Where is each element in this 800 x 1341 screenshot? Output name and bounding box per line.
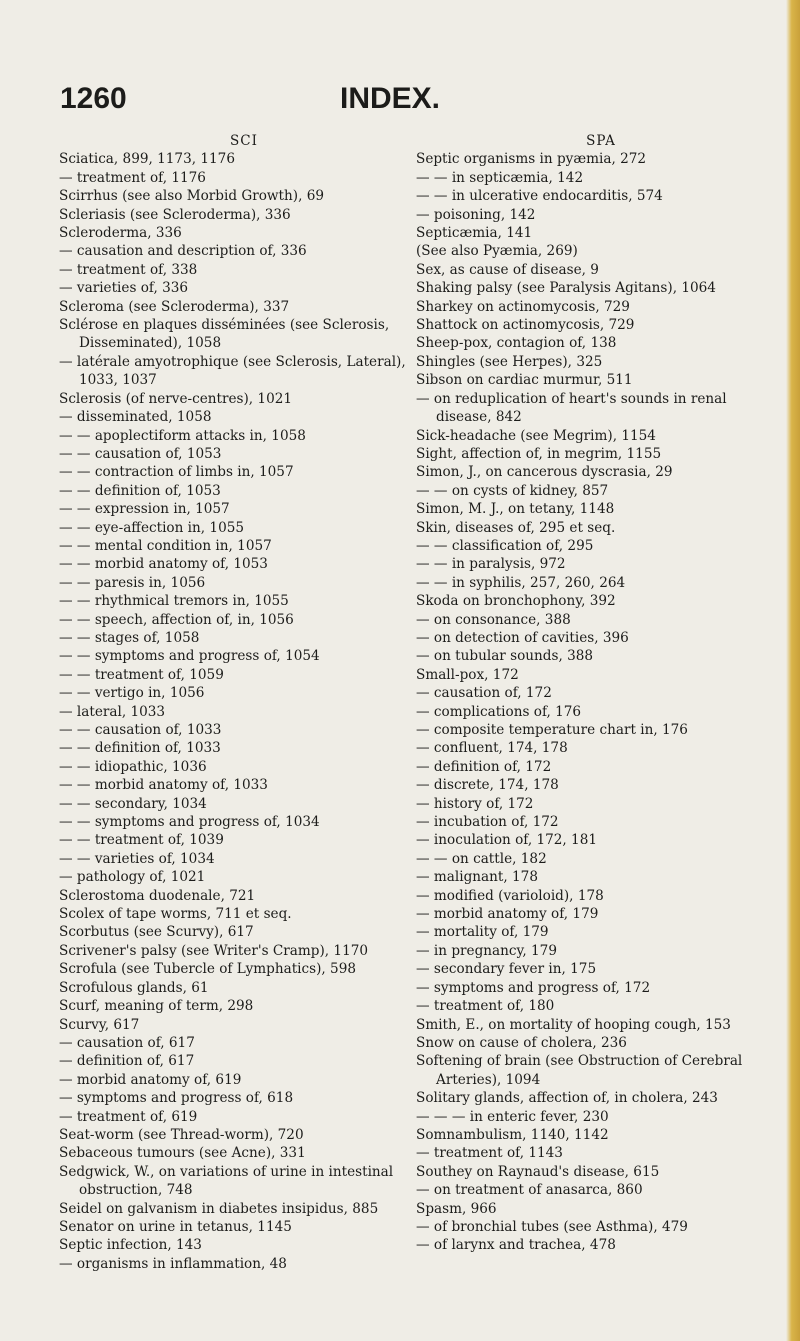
index-entry: — — on cattle, 182: [416, 850, 547, 867]
index-entry: — — definition of, 1053: [59, 482, 221, 499]
page-title: INDEX.: [340, 82, 441, 115]
index-entry: — — causation of, 1053: [59, 445, 222, 462]
index-entry: Seidel on galvanism in diabetes insipidus, 885: [59, 1200, 379, 1217]
index-entry: — organisms in inflammation, 48: [59, 1255, 287, 1272]
index-entry: — symptoms and progress of, 172: [416, 979, 651, 996]
index-entry: Sheep-pox, contagion of, 138: [416, 335, 617, 352]
index-entry: — — stages of, 1058: [59, 629, 200, 646]
index-entry: — history of, 172: [416, 795, 534, 812]
index-entry: — — vertigo in, 1056: [59, 685, 205, 702]
index-entry: — poisoning, 142: [416, 206, 536, 223]
index-entry: Sebaceous tumours (see Acne), 331: [59, 1145, 306, 1162]
index-entry: — — — in enteric fever, 230: [416, 1108, 609, 1125]
index-entry: — — secondary, 1034: [59, 795, 207, 812]
index-entry: — — in septicæmia, 142: [416, 169, 584, 186]
index-entry: — — rhythmical tremors in, 1055: [59, 593, 289, 610]
index-entry: — symptoms and progress of, 618: [59, 1090, 294, 1107]
index-entry: — — paresis in, 1056: [59, 574, 206, 591]
index-entry: — on detection of cavities, 396: [416, 629, 629, 646]
index-entry: — confluent, 174, 178: [416, 740, 568, 757]
left-column-header: SCI: [230, 133, 258, 149]
index-entry: Senator on urine in tetanus, 1145: [59, 1218, 292, 1235]
index-entry: — discrete, 174, 178: [416, 777, 559, 794]
index-entry: Scleroma (see Scleroderma), 337: [59, 298, 290, 315]
index-entry: — lateral, 1033: [59, 703, 166, 720]
index-entry: Skoda on bronchophony, 392: [416, 593, 616, 610]
index-entry: Scrofula (see Tubercle of Lymphatics), 598: [59, 961, 356, 978]
index-entry: Spasm, 966: [416, 1200, 497, 1217]
index-entry: — morbid anatomy of, 619: [59, 1071, 242, 1088]
index-entry: Septic infection, 143: [59, 1237, 202, 1254]
index-entry: — — in ulcerative endocarditis, 574: [416, 188, 663, 205]
right-column-header: SPA: [586, 133, 616, 149]
index-entry: — varieties of, 336: [59, 280, 189, 297]
index-entry: — — eye-affection in, 1055: [59, 519, 245, 536]
index-entry: — malignant, 178: [416, 869, 538, 886]
index-entry: — — causation of, 1033: [59, 722, 222, 738]
index-entry: — treatment of, 338: [59, 261, 198, 278]
index-entry: — — morbid anatomy of, 1053: [59, 556, 268, 573]
index-entry: — — symptoms and progress of, 1054: [59, 648, 320, 665]
index-entry: — — treatment of, 1039: [59, 832, 224, 849]
index-entry: — — in paralysis, 972: [416, 556, 566, 573]
index-entry: — — on cysts of kidney, 857: [416, 482, 609, 499]
index-entry: — on tubular sounds, 388: [416, 648, 594, 665]
index-entry: Snow on cause of cholera, 236: [416, 1034, 627, 1051]
index-entry: Sedgwick, W., on variations of urine in intestinal obstruction, 748: [59, 1163, 394, 1199]
right-entry-list: [416, 150, 786, 1254]
index-entry: — — mental condition in, 1057: [59, 537, 272, 554]
index-entry: Scleroderma, 336: [59, 225, 182, 242]
index-entry: — on reduplication of heart's sounds in renal disease, 842: [416, 390, 727, 426]
index-entry: Scrofulous glands, 61: [59, 979, 209, 996]
index-entry: Scleriasis (see Scleroderma), 336: [59, 206, 291, 223]
index-entry: — — in syphilis, 257, 260, 264: [416, 574, 626, 591]
index-entry: — causation of, 172: [416, 685, 552, 702]
index-entry: — causation of, 617: [59, 1034, 195, 1051]
index-entry: — — speech, affection of, in, 1056: [59, 611, 294, 628]
index-entry: — — apoplectiform attacks in, 1058: [59, 427, 306, 444]
left-entry-list: [59, 150, 429, 1273]
index-entry: Simon, J., on cancerous dyscrasia, 29: [416, 464, 673, 481]
index-entry: — — treatment of, 1059: [59, 666, 224, 683]
page-edge: [786, 0, 800, 1341]
index-entry: — — morbid anatomy of, 1033: [59, 777, 268, 794]
index-entry: — pathology of, 1021: [59, 869, 206, 886]
index-entry: (See also Pyæmia, 269): [416, 243, 578, 260]
index-entry: Shaking palsy (see Paralysis Agitans), 1064: [416, 280, 716, 297]
index-entry: Softening of brain (see Obstruction of Cerebral Arteries), 1094: [416, 1053, 743, 1088]
index-entry: — — symptoms and progress of, 1034: [59, 814, 320, 831]
index-entry: — secondary fever in, 175: [416, 961, 597, 978]
index-entry: — of bronchial tubes (see Asthma), 479: [416, 1218, 688, 1235]
index-entry: Skin, diseases of, 295 et seq.: [416, 519, 616, 536]
index-entry: — mortality of, 179: [416, 924, 549, 941]
index-entry: — modified (varioloid), 178: [416, 887, 604, 904]
right-column: [416, 132, 786, 1255]
index-entry: — — varieties of, 1034: [59, 850, 215, 867]
index-entry: — treatment of, 180: [416, 998, 555, 1015]
page-header: [0, 82, 800, 122]
index-entry: Sibson on cardiac murmur, 511: [416, 372, 633, 389]
index-entry: — treatment of, 619: [59, 1108, 198, 1125]
index-entry: — — definition of, 1033: [59, 740, 221, 757]
index-entry: Somnambulism, 1140, 1142: [416, 1126, 609, 1143]
index-entry: Sick-headache (see Megrim), 1154: [416, 427, 656, 444]
index-entry: Scrivener's palsy (see Writer's Cramp), 1170: [59, 942, 369, 959]
index-entry: Small-pox, 172: [416, 666, 519, 683]
index-entry: — — expression in, 1057: [59, 501, 230, 518]
index-entry: — — classification of, 295: [416, 537, 594, 554]
index-entry: — inoculation of, 172, 181: [416, 832, 597, 849]
index-entry: Scorbutus (see Scurvy), 617: [59, 924, 254, 941]
page-number: 1260: [60, 82, 127, 115]
index-entry: — disseminated, 1058: [59, 409, 212, 426]
index-entry: Septic organisms in pyæmia, 272: [416, 151, 647, 168]
index-entry: — latérale amyotrophique (see Sclerosis, Lateral), 1033, 1037: [59, 353, 406, 389]
index-entry: Scurf, meaning of term, 298: [59, 998, 254, 1015]
index-entry: Sex, as cause of disease, 9: [416, 261, 599, 278]
index-entry: Simon, M. J., on tetany, 1148: [416, 501, 615, 518]
index-entry: — treatment of, 1143: [416, 1145, 563, 1162]
index-entry: Sight, affection of, in megrim, 1155: [416, 445, 662, 462]
index-entry: — — idiopathic, 1036: [59, 758, 207, 775]
index-entry: Seat-worm (see Thread-worm), 720: [59, 1126, 304, 1143]
index-entry: Sclerosis (of nerve-centres), 1021: [59, 390, 293, 407]
index-entry: Scolex of tape worms, 711 et seq.: [59, 906, 292, 923]
index-entry: — definition of, 172: [416, 758, 552, 775]
index-entry: Smith, E., on mortality of hooping cough, 153: [416, 1016, 731, 1033]
index-entry: — in pregnancy, 179: [416, 942, 557, 959]
index-entry: Scurvy, 617: [59, 1016, 140, 1033]
index-entry: Sciatica, 899, 1173, 1176: [59, 151, 235, 168]
index-entry: Septicæmia, 141: [416, 225, 533, 242]
index-entry: Solitary glands, affection of, in cholera, 243: [416, 1090, 718, 1107]
left-column: [59, 132, 429, 1273]
index-entry: — complications of, 176: [416, 703, 582, 720]
index-entry: Shattock on actinomycosis, 729: [416, 317, 635, 334]
index-entry: — on consonance, 388: [416, 611, 571, 628]
index-entry: — composite temperature chart in, 176: [416, 722, 688, 738]
index-entry: Scirrhus (see also Morbid Growth), 69: [59, 188, 325, 205]
index-entry: Sclerostoma duodenale, 721: [59, 887, 256, 904]
index-entry: — — contraction of limbs in, 1057: [59, 464, 294, 481]
index-entry: — on treatment of anasarca, 860: [416, 1182, 643, 1199]
index-entry: — treatment of, 1176: [59, 169, 206, 186]
index-entry: — definition of, 617: [59, 1053, 195, 1070]
index-entry: Sclérose en plaques disséminées (see Sclerosis, Disseminated), 1058: [59, 317, 390, 352]
index-entry: — morbid anatomy of, 179: [416, 906, 599, 923]
index-entry: — of larynx and trachea, 478: [416, 1237, 616, 1254]
index-entry: Shingles (see Herpes), 325: [416, 353, 603, 370]
index-entry: — causation and description of, 336: [59, 243, 307, 260]
index-entry: — incubation of, 172: [416, 814, 559, 831]
index-entry: Southey on Raynaud's disease, 615: [416, 1163, 660, 1180]
index-entry: Sharkey on actinomycosis, 729: [416, 298, 630, 315]
